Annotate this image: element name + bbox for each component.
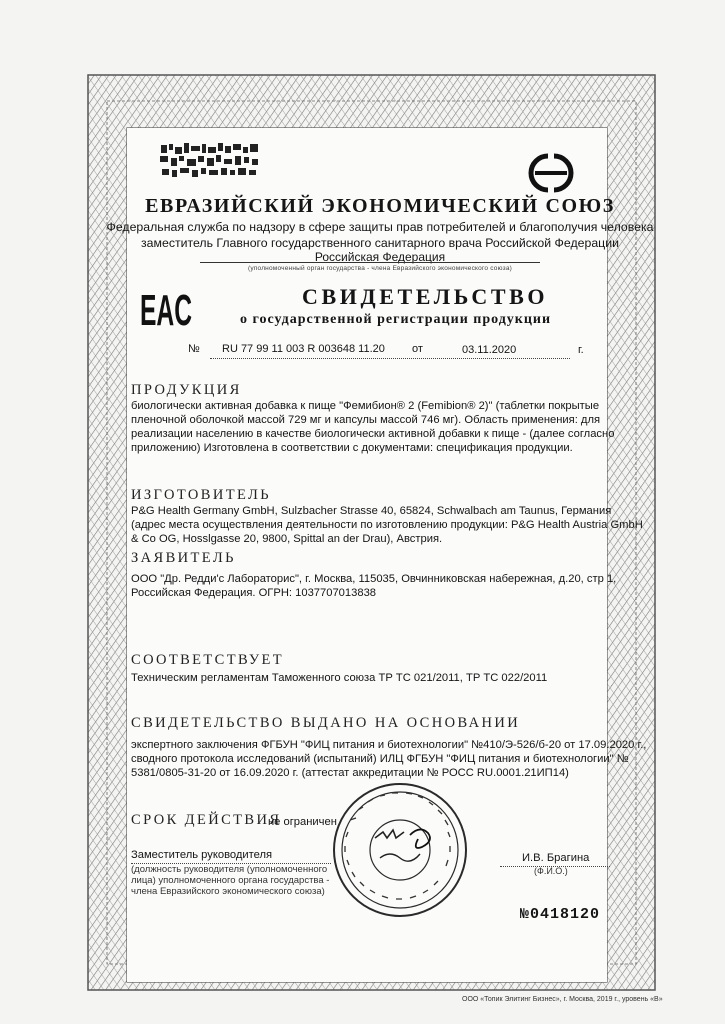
document-title: СВИДЕТЕЛЬСТВО: [302, 284, 549, 309]
basis-text: экспертного заключения ФГБУН "ФИЦ питания и биотехнологии" №410/Э-526/б-20 от 17.09.2020 г., сводного протокола исследований (испытаний) ИЛЦ ФГБУН "ФИЦ питания и биотехнологии" № 5381/0805-31-20 от 16.09.2020 г. (аттестат аккредитации № РОСС RU.0001.21ИП14): [131, 739, 647, 779]
validity-value: не ограничен: [268, 816, 337, 828]
basis-heading: СВИДЕТЕЛЬСТВО ВЫДАНО НА ОСНОВАНИИ: [131, 715, 521, 731]
country-name: Российская Федерация: [314, 250, 446, 264]
validity-heading: СРОК ДЕЙСТВИЯ: [131, 812, 282, 828]
manufacturer-heading: ИЗГОТОВИТЕЛЬ: [131, 487, 271, 503]
applicant-heading: ЗАЯВИТЕЛЬ: [131, 550, 236, 566]
union-name: ЕВРАЗИЙСКИЙ ЭКОНОМИЧЕСКИЙ СОЮЗ: [145, 195, 615, 217]
serial-number: №0418120: [520, 906, 601, 923]
year-suffix: г.: [578, 344, 584, 356]
svg-text:EAC: EAC: [140, 286, 192, 335]
fio-label: (Ф.И.О.): [534, 866, 568, 876]
barcode-strip: [157, 141, 262, 179]
conformity-heading: СООТВЕТСТВУЕТ: [131, 652, 285, 668]
official-stamp: [330, 780, 470, 920]
printer-note: ООО «Топик Элитинг Бизнес», г. Москва, 2019 г., уровень «В»: [462, 996, 663, 1003]
date-from-label: от: [412, 343, 423, 355]
authority-note: (уполномоченный орган государства - члена Евразийского экономического союза): [247, 265, 513, 272]
conformity-text: Техническим регламентам Таможенного союза ТР ТС 021/2011, ТР ТС 022/2011: [131, 672, 548, 684]
eac-logo: [138, 275, 194, 335]
manufacturer-text: P&G Health Germany GmbH, Sulzbacher Strasse 40, 65824, Schwalbach am Taunus, Германия (адрес места осуществления деятельности по изготовлению продукции: P&G Health Austria GmbH & Co OG, Hosslgasse 20, 9800, Spittal an der Drau), Австрия.: [131, 505, 643, 545]
agency-line-1: Федеральная служба по надзору в сфере защиты прав потребителей и благополучия человека: [106, 220, 654, 234]
header-rule: [200, 262, 540, 263]
number-underline: [210, 358, 570, 359]
agency-line-2: заместитель Главного государственного санитарного врача Российской Федерации: [141, 236, 619, 250]
product-text: биологически активная добавка к пище "Фемибион® 2 (Femibion® 2)" (таблетки покрытые пленочной оболочкой массой 729 мг и капсулы массой 746 мг). Область применения: для реализации населению в качестве биологически активной добавки к пище - (далее согласно приложению) Изготовлена в соответствии с документами: спецификация продукции.: [131, 400, 615, 454]
registration-number: RU 77 99 11 003 R 003648 11.20: [222, 343, 385, 355]
signatory-note: (должность руководителя (уполномоченного лица) уполномоченного органа государства - члена Евразийского экономического союза): [131, 864, 330, 897]
document-subtitle: о государственной регистрации продукции: [240, 312, 552, 327]
gost-mark-icon: [524, 150, 578, 196]
registration-date: 03.11.2020: [462, 344, 517, 356]
number-label: №: [188, 343, 200, 355]
signatory-name: И.В. Брагина: [522, 852, 590, 864]
applicant-text: ООО "Др. Редди'с Лабораторис", г. Москва, 115035, Овчинниковская набережная, д.20, стр 1, Российская Федерация. ОГРН: 1037707013838: [131, 573, 617, 599]
issuer-header: [100, 195, 660, 272]
product-heading: ПРОДУКЦИЯ: [131, 382, 242, 398]
signatory-position: Заместитель руководителя: [131, 849, 273, 861]
